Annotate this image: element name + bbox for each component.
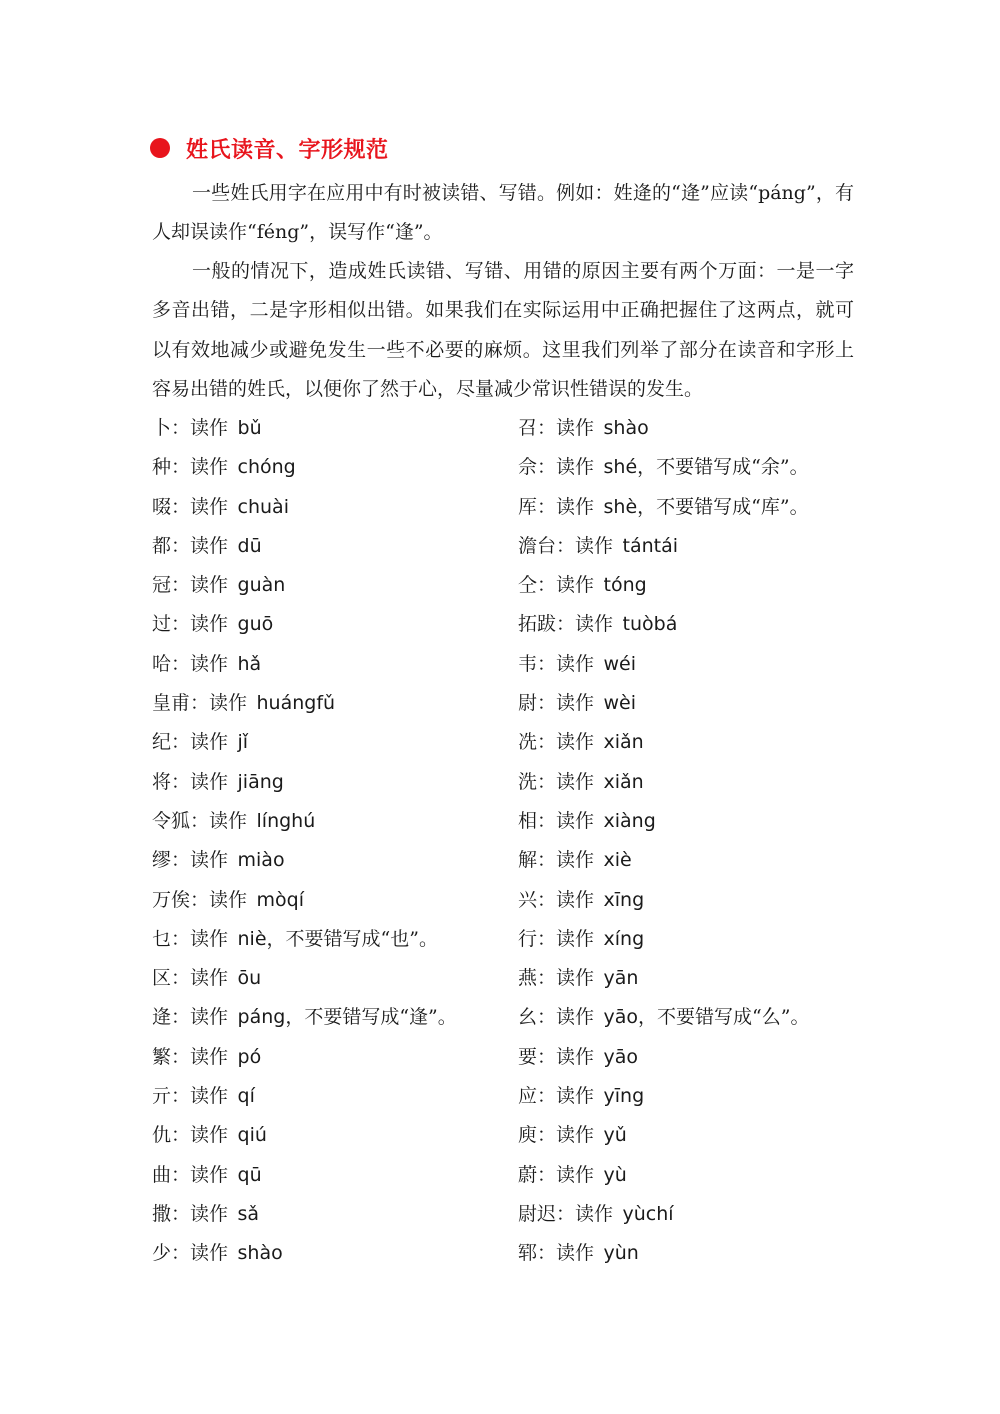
pinyin-reading: línghú (256, 809, 316, 832)
surname-label: 纪：读作 (152, 731, 229, 754)
surname-label: 撒：读作 (152, 1202, 229, 1225)
surname-entry (518, 920, 868, 959)
pinyin-reading: qí (237, 1085, 255, 1108)
pinyin-reading: xīng (603, 888, 645, 911)
pinyin-reading: xiàng (603, 809, 656, 832)
surname-label: 幺：读作 (518, 1006, 595, 1029)
surname-entry (518, 763, 868, 802)
surname-entry (518, 1195, 868, 1234)
pinyin-reading: ōu (237, 967, 262, 990)
pinyin-reading: huángfǔ (256, 692, 336, 715)
pinyin-reading: xíng (603, 927, 645, 950)
surname-entry (518, 1038, 868, 1077)
surname-label: 啜：读作 (152, 495, 229, 518)
surname-label: 拓跋：读作 (518, 613, 614, 636)
surname-entry (152, 605, 502, 644)
surname-entry (152, 488, 502, 527)
surname-label: 仝：读作 (518, 574, 595, 597)
surname-label: 澹台：读作 (518, 534, 614, 557)
surname-entry (152, 841, 502, 880)
surname-label: 尉：读作 (518, 692, 595, 715)
surname-entry (518, 723, 868, 762)
surname-list-left (152, 409, 502, 1274)
pinyin-reading: qū (237, 1163, 262, 1186)
surname-entry (152, 448, 502, 487)
heading-text: 姓氏读音、字形规范 (186, 137, 389, 163)
pinyin-reading: xiǎn (603, 770, 644, 793)
pinyin-reading: yùchí (622, 1202, 674, 1225)
surname-entry (518, 605, 868, 644)
surname-entry (518, 409, 868, 448)
surname-label: 应：读作 (518, 1085, 595, 1108)
surname-label: 亓：读作 (152, 1085, 229, 1108)
surname-label: 曲：读作 (152, 1163, 229, 1186)
pinyin-reading: tántái (622, 534, 679, 557)
surname-entry (152, 1156, 502, 1195)
surname-entry (518, 527, 868, 566)
surname-label: 哈：读作 (152, 652, 229, 675)
surname-label: 皇甫：读作 (152, 692, 248, 715)
spelling-note: ，不要错写成“也”。 (266, 927, 438, 950)
pinyin-reading: yān (603, 967, 639, 990)
surname-label: 韦：读作 (518, 652, 595, 675)
surname-label: 逄：读作 (152, 1006, 229, 1029)
surname-entry (152, 802, 502, 841)
pinyin-reading: guō (237, 613, 274, 636)
surname-label: 燕：读作 (518, 967, 595, 990)
surname-label: 过：读作 (152, 613, 229, 636)
surname-entry (518, 488, 868, 527)
pinyin-reading: guàn (237, 574, 286, 597)
pinyin-reading: shào (237, 1242, 283, 1265)
surname-entry (152, 1195, 502, 1234)
pinyin-reading: yù (603, 1163, 627, 1186)
surname-entry (518, 566, 868, 605)
surname-entry (518, 645, 868, 684)
pinyin-reading: pó (237, 1045, 262, 1068)
pinyin-reading: qiú (237, 1124, 267, 1147)
pinyin-reading: miào (237, 849, 285, 872)
surname-label: 要：读作 (518, 1045, 595, 1068)
pinyin-reading: páng (237, 1006, 286, 1029)
surname-label: 行：读作 (518, 927, 595, 950)
surname-entry (152, 1234, 502, 1273)
surname-entry (518, 802, 868, 841)
surname-entry (518, 881, 868, 920)
surname-entry (152, 723, 502, 762)
surname-entry (518, 1156, 868, 1195)
pinyin-reading: wèi (603, 692, 637, 715)
surname-label: 庾：读作 (518, 1124, 595, 1147)
pinyin-reading: tuòbá (622, 613, 678, 636)
surname-entry (518, 1077, 868, 1116)
surname-entry (518, 448, 868, 487)
surname-label: 召：读作 (518, 417, 595, 439)
pinyin-reading: shé (603, 456, 638, 479)
surname-label: 令狐：读作 (152, 809, 248, 832)
spelling-note: ，不要错写成“库”。 (637, 495, 809, 518)
surname-entry (152, 645, 502, 684)
spelling-note: ，不要错写成“么”。 (638, 1006, 810, 1029)
intro-paragraph: 一些姓氏用字在应用中有时被读错、写错。例如：姓逄的“逄”应读“páng”，有人却误读作“féng”，误写作“逢”。 (152, 182, 854, 244)
surname-entry (152, 684, 502, 723)
pinyin-reading: bǔ (237, 417, 262, 439)
surname-label: 种：读作 (152, 456, 229, 479)
surname-entry (518, 841, 868, 880)
pinyin-reading: yāo (603, 1006, 639, 1029)
pinyin-reading: hǎ (237, 652, 262, 675)
section-heading (150, 130, 389, 166)
pinyin-reading: dū (237, 534, 262, 557)
surname-label: 乜：读作 (152, 927, 229, 950)
pinyin-reading: tóng (603, 574, 647, 597)
surname-entry (152, 998, 502, 1037)
surname-label: 冼：读作 (518, 731, 595, 754)
explanation-paragraph: 一般的情况下，造成姓氏读错、写错、用错的原因主要有两个万面：一是一字多音出错，二是字形相似出错。如果我们在实际运用中正确把握住了这两点，就可以有效地减少或避免发生一些不必要的麻烦。这里我们列举了部分在读音和字形上容易出错的姓氏，以便你了然于心，尽量减少常识性错误的发生。 (152, 260, 854, 400)
surname-entry (518, 1234, 868, 1273)
pinyin-reading: yǔ (603, 1124, 627, 1147)
surname-label: 郓：读作 (518, 1242, 595, 1265)
spelling-note: ，不要错写成“逢”。 (285, 1006, 457, 1029)
red-bullet-icon (150, 138, 170, 158)
surname-label: 洗：读作 (518, 770, 595, 793)
surname-label: 都：读作 (152, 534, 229, 557)
surname-entry (152, 409, 502, 448)
surname-entry (152, 566, 502, 605)
pinyin-reading: chuài (237, 495, 289, 518)
surname-label: 厍：读作 (518, 495, 595, 518)
surname-label: 繁：读作 (152, 1045, 229, 1068)
surname-label: 冠：读作 (152, 574, 229, 597)
pinyin-reading: shào (603, 417, 649, 439)
surname-label: 卜：读作 (152, 417, 229, 439)
surname-entry (152, 763, 502, 802)
pinyin-reading: yùn (603, 1242, 639, 1265)
surname-label: 蔚：读作 (518, 1163, 595, 1186)
pinyin-reading: wéi (603, 652, 637, 675)
pinyin-reading: jǐ (237, 731, 249, 754)
surname-label: 兴：读作 (518, 888, 595, 911)
pinyin-reading: niè (237, 927, 267, 950)
surname-entry (152, 527, 502, 566)
pinyin-reading: sǎ (237, 1202, 260, 1225)
surname-label: 区：读作 (152, 967, 229, 990)
surname-label: 相：读作 (518, 809, 595, 832)
pinyin-reading: mòqí (256, 888, 304, 911)
surname-label: 万俟：读作 (152, 888, 248, 911)
surname-label: 缪：读作 (152, 849, 229, 872)
pinyin-reading: xiè (603, 849, 632, 872)
surname-entry (152, 959, 502, 998)
pinyin-reading: xiǎn (603, 731, 644, 754)
surname-entry (152, 1116, 502, 1155)
surname-label: 佘：读作 (518, 456, 595, 479)
surname-label: 解：读作 (518, 849, 595, 872)
surname-entry (518, 684, 868, 723)
surname-entry (518, 1116, 868, 1155)
pinyin-reading: yīng (603, 1085, 645, 1108)
surname-entry (152, 881, 502, 920)
surname-label: 仇：读作 (152, 1124, 229, 1147)
pinyin-reading: chóng (237, 456, 296, 479)
surname-entry (518, 959, 868, 998)
surname-label: 将：读作 (152, 770, 229, 793)
surname-list-right (518, 409, 868, 1274)
pinyin-reading: shè (603, 495, 638, 518)
surname-entry (152, 920, 502, 959)
surname-label: 少：读作 (152, 1242, 229, 1265)
surname-entry (152, 1038, 502, 1077)
surname-label: 尉迟：读作 (518, 1202, 614, 1225)
surname-entry (152, 1077, 502, 1116)
pinyin-reading: yāo (603, 1045, 639, 1068)
pinyin-reading: jiāng (237, 770, 284, 793)
surname-entry (518, 998, 868, 1037)
spelling-note: ，不要错写成“余”。 (637, 456, 809, 479)
